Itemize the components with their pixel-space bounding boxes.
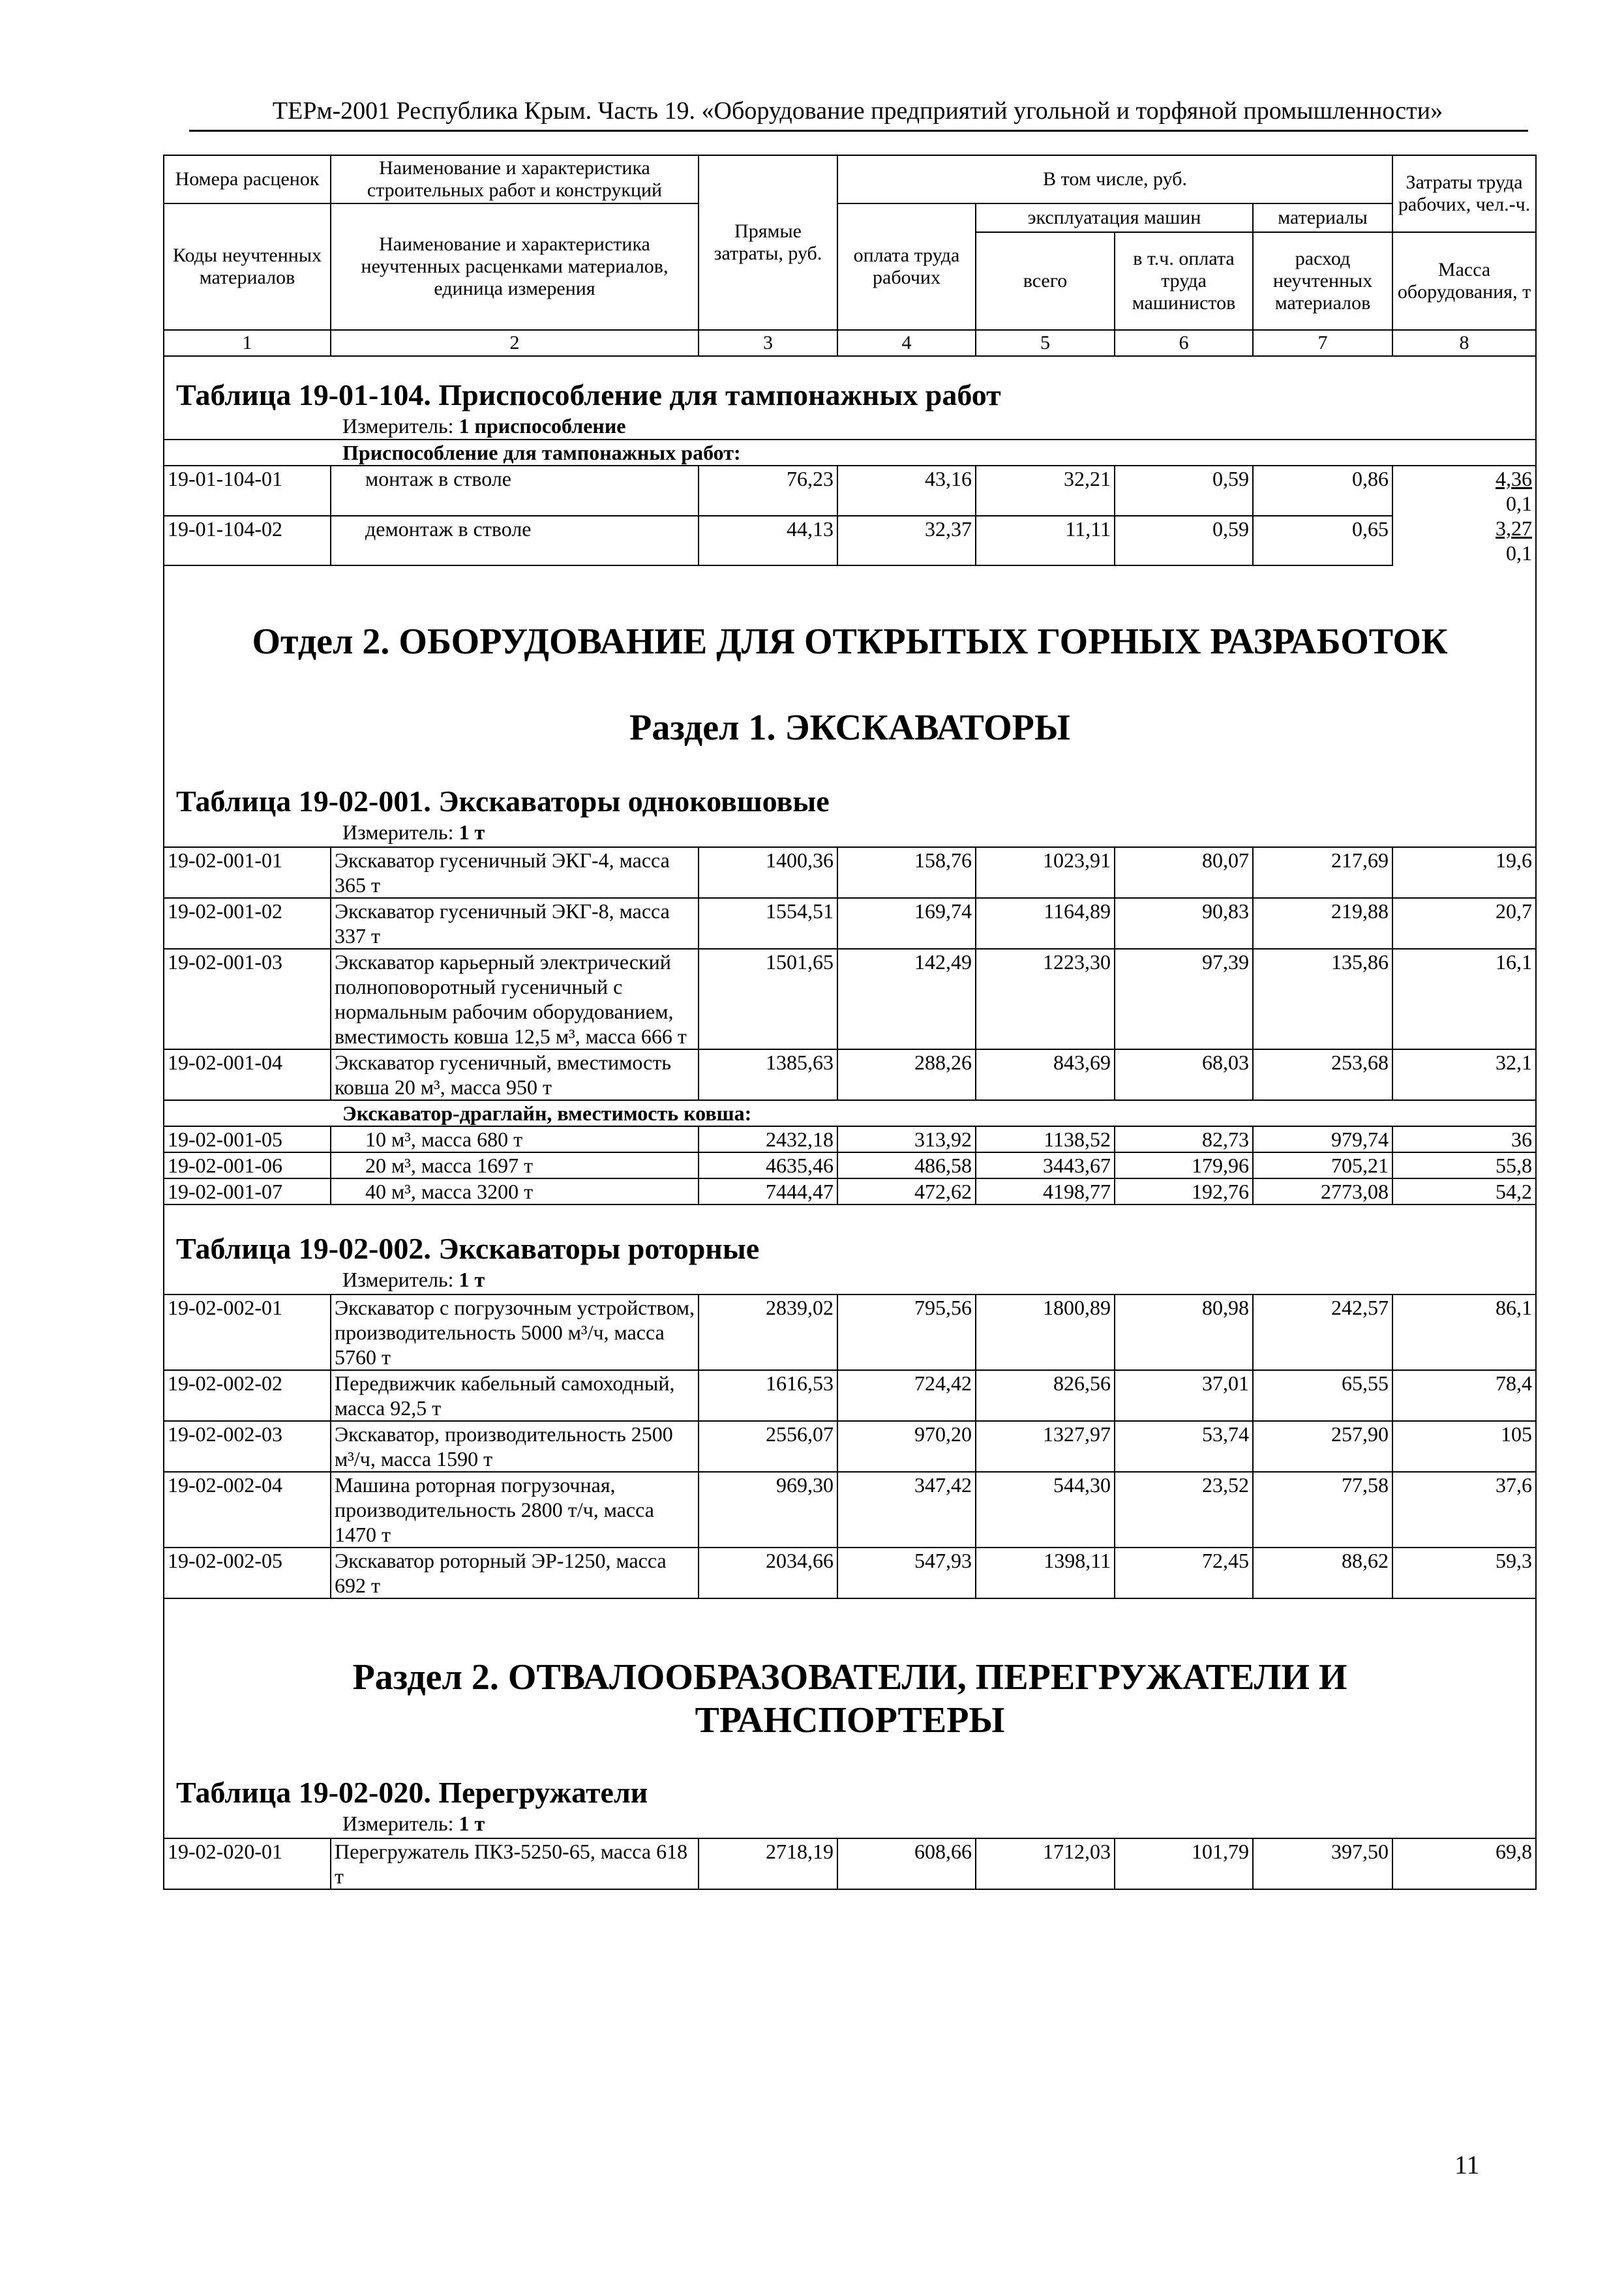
equipment-mass: 86,1 <box>1392 1294 1536 1370</box>
table-row <box>164 1421 1536 1472</box>
labor-hours: 3,27 <box>1392 516 1536 541</box>
header-direct-costs: Прямые затраты, руб. <box>699 155 837 330</box>
group-title: Экскаватор-драглайн, вместимость ковша: <box>164 1100 1536 1126</box>
table-row <box>164 898 1536 949</box>
direct-costs: 1400,36 <box>699 847 837 898</box>
machines-total: 4198,77 <box>976 1178 1115 1204</box>
worker-pay: 32,37 <box>837 516 976 565</box>
equipment-mass: 69,8 <box>1392 1838 1536 1889</box>
equipment-mass: 0,1 <box>1392 541 1536 565</box>
materials: 0,86 <box>1253 466 1392 516</box>
table-title: Таблица 19-02-020. Перегружатели <box>164 1742 1536 1811</box>
machines-total: 1164,89 <box>976 898 1115 949</box>
direct-costs: 2432,18 <box>699 1126 837 1152</box>
table-row <box>164 1126 1536 1152</box>
equipment-mass: 59,3 <box>1392 1548 1536 1598</box>
machinist-pay: 0,59 <box>1115 516 1253 565</box>
worker-pay: 724,42 <box>837 1370 976 1421</box>
equipment-mass: 0,1 <box>1392 491 1536 516</box>
table-title: Таблица 19-02-002. Экскаваторы роторные <box>164 1204 1536 1267</box>
table-row <box>164 1838 1536 1889</box>
rate-code: 19-02-002-01 <box>164 1294 331 1370</box>
page-number: 11 <box>1454 2150 1480 2179</box>
machines-total: 1398,11 <box>976 1548 1115 1598</box>
department-heading: Отдел 2. ОБОРУДОВАНИЕ ДЛЯ ОТКРЫТЫХ ГОРНЫХ РАЗРАБОТОК <box>164 565 1536 663</box>
section-heading: Раздел 2. ОТВАЛООБРАЗОВАТЕЛИ, ПЕРЕГРУЖАТЕЛИ И ТРАНСПОРТЕРЫ <box>164 1598 1536 1742</box>
rate-name: Передвижчик кабельный самоходный, масса 92,5 т <box>331 1370 699 1421</box>
col-number: 7 <box>1253 330 1392 356</box>
direct-costs: 76,23 <box>699 466 837 516</box>
worker-pay: 43,16 <box>837 466 976 516</box>
direct-costs: 4635,46 <box>699 1152 837 1178</box>
section-heading: Раздел 1. ЭКСКАВАТОРЫ <box>164 663 1536 749</box>
rate-name: Экскаватор гусеничный ЭКГ-4, масса 365 т <box>331 847 699 898</box>
measure-unit: Измеритель: 1 приспособление <box>164 413 1536 440</box>
rate-code: 19-02-001-04 <box>164 1049 331 1100</box>
measure-unit: Измеритель: 1 т <box>164 1267 1536 1294</box>
table-row <box>164 516 1536 541</box>
direct-costs: 1501,65 <box>699 949 837 1049</box>
machines-total: 843,69 <box>976 1049 1115 1100</box>
table-row <box>164 1370 1536 1421</box>
table-row <box>164 1294 1536 1370</box>
machinist-pay: 82,73 <box>1115 1126 1253 1152</box>
machines-total: 544,30 <box>976 1472 1115 1548</box>
machinist-pay: 53,74 <box>1115 1421 1253 1472</box>
machines-total: 826,56 <box>976 1370 1115 1421</box>
rate-code: 19-01-104-01 <box>164 466 331 516</box>
rate-code: 19-01-104-02 <box>164 516 331 565</box>
materials: 253,68 <box>1253 1049 1392 1100</box>
machinist-pay: 68,03 <box>1115 1049 1253 1100</box>
materials: 705,21 <box>1253 1152 1392 1178</box>
machinist-pay: 80,98 <box>1115 1294 1253 1370</box>
machinist-pay: 37,01 <box>1115 1370 1253 1421</box>
rate-code: 19-02-002-05 <box>164 1548 331 1598</box>
materials: 242,57 <box>1253 1294 1392 1370</box>
direct-costs: 1554,51 <box>699 898 837 949</box>
materials: 219,88 <box>1253 898 1392 949</box>
header-rule <box>189 130 1528 132</box>
header-rate-numbers: Номера расценок <box>164 155 331 203</box>
machinist-pay: 72,45 <box>1115 1548 1253 1598</box>
rates-table <box>163 155 1537 1890</box>
header-labor-hours: Затраты труда рабочих, чел.-ч. <box>1392 155 1536 232</box>
machinist-pay: 101,79 <box>1115 1838 1253 1889</box>
equipment-mass: 37,6 <box>1392 1472 1536 1548</box>
materials: 979,74 <box>1253 1126 1392 1152</box>
machines-total: 32,21 <box>976 466 1115 516</box>
rate-code: 19-02-002-03 <box>164 1421 331 1472</box>
machines-total: 1223,30 <box>976 949 1115 1049</box>
rate-code: 19-02-001-03 <box>164 949 331 1049</box>
table-row <box>164 466 1536 491</box>
running-header: ТЕРм-2001 Республика Крым. Часть 19. «Оборудование предприятий угольной и торфяной промышленности» <box>272 97 1443 125</box>
materials: 65,55 <box>1253 1370 1392 1421</box>
direct-costs: 969,30 <box>699 1472 837 1548</box>
col-number: 3 <box>699 330 837 356</box>
equipment-mass: 55,8 <box>1392 1152 1536 1178</box>
rate-code: 19-02-002-04 <box>164 1472 331 1548</box>
equipment-mass: 32,1 <box>1392 1049 1536 1100</box>
worker-pay: 313,92 <box>837 1126 976 1152</box>
materials: 77,58 <box>1253 1472 1392 1548</box>
header-including-group: В том числе, руб. <box>837 155 1392 203</box>
machines-total: 3443,67 <box>976 1152 1115 1178</box>
worker-pay: 795,56 <box>837 1294 976 1370</box>
direct-costs: 2556,07 <box>699 1421 837 1472</box>
table-row <box>164 1472 1536 1548</box>
materials: 0,65 <box>1253 516 1392 565</box>
rate-code: 19-02-002-02 <box>164 1370 331 1421</box>
worker-pay: 472,62 <box>837 1178 976 1204</box>
machines-total: 1023,91 <box>976 847 1115 898</box>
col-number: 2 <box>331 330 699 356</box>
worker-pay: 169,74 <box>837 898 976 949</box>
col-number: 6 <box>1115 330 1253 356</box>
equipment-mass: 20,7 <box>1392 898 1536 949</box>
rate-name: 20 м³, масса 1697 т <box>331 1152 699 1178</box>
col-number: 1 <box>164 330 331 356</box>
rate-name: монтаж в стволе <box>331 466 699 516</box>
rate-code: 19-02-001-06 <box>164 1152 331 1178</box>
machinist-pay: 179,96 <box>1115 1152 1253 1178</box>
direct-costs: 2839,02 <box>699 1294 837 1370</box>
worker-pay: 288,26 <box>837 1049 976 1100</box>
equipment-mass: 36 <box>1392 1126 1536 1152</box>
direct-costs: 1385,63 <box>699 1049 837 1100</box>
table-title: Таблица 19-02-001. Экскаваторы одноковшовые <box>164 749 1536 820</box>
rate-name: 40 м³, масса 3200 т <box>331 1178 699 1204</box>
rate-name: Машина роторная погрузочная, производительность 2800 т/ч, масса 1470 т <box>331 1472 699 1548</box>
rate-name: Экскаватор с погрузочным устройством, производительность 5000 м³/ч, масса 5760 т <box>331 1294 699 1370</box>
measure-unit: Измеритель: 1 т <box>164 820 1536 847</box>
materials: 2773,08 <box>1253 1178 1392 1204</box>
rate-name: Перегружатель ПКЗ-5250-65, масса 618 т <box>331 1838 699 1889</box>
worker-pay: 158,76 <box>837 847 976 898</box>
rate-name: Экскаватор гусеничный ЭКГ-8, масса 337 т <box>331 898 699 949</box>
rate-name: Экскаватор, производительность 2500 м³/ч, масса 1590 т <box>331 1421 699 1472</box>
table-row <box>164 949 1536 1049</box>
direct-costs: 1616,53 <box>699 1370 837 1421</box>
col-number: 8 <box>1392 330 1536 356</box>
header-materials-group: материалы <box>1253 203 1392 232</box>
table-row <box>164 1049 1536 1100</box>
header-material-codes: Коды неучтенных материалов <box>164 203 331 330</box>
machinist-pay: 0,59 <box>1115 466 1253 516</box>
table-title: Таблица 19-01-104. Приспособление для тампонажных работ <box>164 356 1536 413</box>
rate-name: Экскаватор карьерный электрический полноповоротный гусеничный с нормальным рабочим оборудованием, вместимость ковша 12,5 м³, масса 666 т <box>331 949 699 1049</box>
table-row <box>164 847 1536 898</box>
machinist-pay: 90,83 <box>1115 898 1253 949</box>
table-row <box>164 1178 1536 1204</box>
worker-pay: 970,20 <box>837 1421 976 1472</box>
header-unaccounted-materials: расход неучтенных материалов <box>1253 232 1392 330</box>
worker-pay: 608,66 <box>837 1838 976 1889</box>
machines-total: 1138,52 <box>976 1126 1115 1152</box>
materials: 257,90 <box>1253 1421 1392 1472</box>
direct-costs: 2718,19 <box>699 1838 837 1889</box>
rate-code: 19-02-001-05 <box>164 1126 331 1152</box>
direct-costs: 7444,47 <box>699 1178 837 1204</box>
equipment-mass: 78,4 <box>1392 1370 1536 1421</box>
header-equipment-mass: Масса оборудования, т <box>1392 232 1536 330</box>
materials: 217,69 <box>1253 847 1392 898</box>
table-row <box>164 1548 1536 1598</box>
machines-total: 11,11 <box>976 516 1115 565</box>
machinist-pay: 97,39 <box>1115 949 1253 1049</box>
header-machines-group: эксплуатация машин <box>976 203 1253 232</box>
rate-code: 19-02-020-01 <box>164 1838 331 1889</box>
materials: 88,62 <box>1253 1548 1392 1598</box>
header-work-name: Наименование и характеристика строительных работ и конструкций <box>331 155 699 203</box>
machines-total: 1800,89 <box>976 1294 1115 1370</box>
table-row <box>164 1152 1536 1178</box>
direct-costs: 2034,66 <box>699 1548 837 1598</box>
worker-pay: 347,42 <box>837 1472 976 1548</box>
machinist-pay: 80,07 <box>1115 847 1253 898</box>
header-worker-pay: оплата труда рабочих <box>837 203 976 330</box>
worker-pay: 486,58 <box>837 1152 976 1178</box>
machinist-pay: 192,76 <box>1115 1178 1253 1204</box>
rate-name: 10 м³, масса 680 т <box>331 1126 699 1152</box>
labor-hours: 4,36 <box>1392 466 1536 491</box>
rate-code: 19-02-001-02 <box>164 898 331 949</box>
machines-total: 1327,97 <box>976 1421 1115 1472</box>
header-machines-total: всего <box>976 232 1115 330</box>
group-title: Приспособление для тампонажных работ: <box>164 440 1536 466</box>
direct-costs: 44,13 <box>699 516 837 565</box>
worker-pay: 142,49 <box>837 949 976 1049</box>
equipment-mass: 16,1 <box>1392 949 1536 1049</box>
col-number: 5 <box>976 330 1115 356</box>
rate-name: Экскаватор роторный ЭР-1250, масса 692 т <box>331 1548 699 1598</box>
machinist-pay: 23,52 <box>1115 1472 1253 1548</box>
rate-code: 19-02-001-07 <box>164 1178 331 1204</box>
col-number: 4 <box>837 330 976 356</box>
equipment-mass: 19,6 <box>1392 847 1536 898</box>
worker-pay: 547,93 <box>837 1548 976 1598</box>
materials: 135,86 <box>1253 949 1392 1049</box>
rate-name: демонтаж в стволе <box>331 516 699 565</box>
header-machinist-pay: в т.ч. оплата труда машинистов <box>1115 232 1253 330</box>
equipment-mass: 54,2 <box>1392 1178 1536 1204</box>
header-material-name: Наименование и характеристика неучтенных расценками материалов, единица измерения <box>331 203 699 330</box>
machines-total: 1712,03 <box>976 1838 1115 1889</box>
materials: 397,50 <box>1253 1838 1392 1889</box>
equipment-mass: 105 <box>1392 1421 1536 1472</box>
rate-code: 19-02-001-01 <box>164 847 331 898</box>
measure-unit: Измеритель: 1 т <box>164 1811 1536 1838</box>
rate-name: Экскаватор гусеничный, вместимость ковша 20 м³, масса 950 т <box>331 1049 699 1100</box>
